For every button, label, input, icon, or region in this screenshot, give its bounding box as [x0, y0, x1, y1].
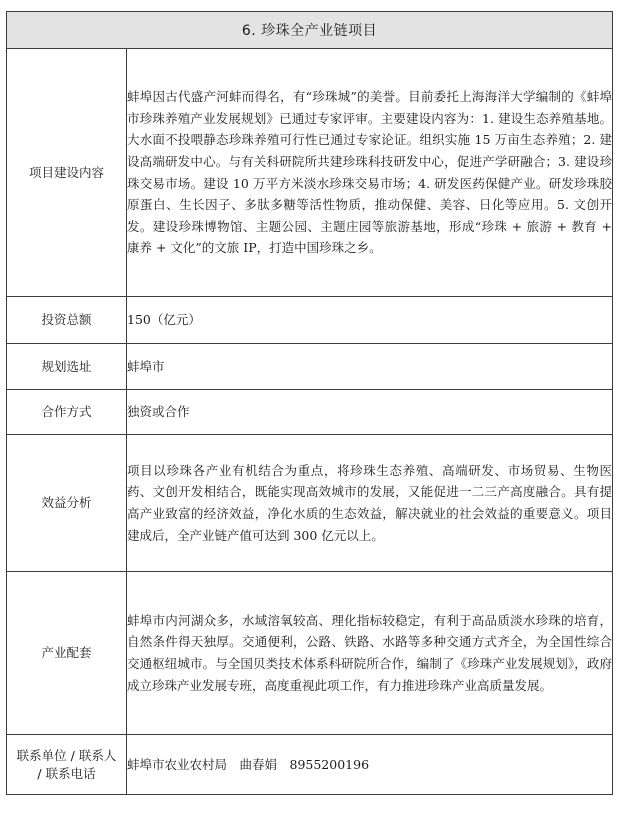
content-label: 项目建设内容 — [7, 49, 127, 297]
table-row-contact — [7, 735, 613, 795]
project-title: 6. 珍珠全产业链项目 — [7, 12, 613, 49]
table-row-site — [7, 344, 613, 390]
table-row-content — [7, 49, 613, 297]
cooperation-label: 合作方式 — [7, 390, 127, 435]
support-label: 产业配套 — [7, 572, 127, 735]
contact-label — [7, 735, 127, 795]
site-value: 蚌埠市 — [127, 344, 613, 390]
contact-value: 蚌埠市农业农村局 曲春娟 8955200196 — [127, 735, 613, 795]
contact-label-line1: 联系单位 / 联系人 — [16, 747, 117, 763]
benefit-value: 项目以珍珠各产业有机结合为重点，将珍珠生态养殖、高端研发、市场贸易、生物医药、文创开发相结合，既能实现高效城市的发展，又能促进一二三产高度融合。具有提高产业致富的经济效益，净化水质的生态效益，解决就业的社会效益的重要意义。项目建成后，全产业链产值可达到 300 亿元以上。 — [127, 435, 613, 572]
investment-value: 150（亿元） — [127, 297, 613, 344]
contact-label-line2: / 联系电话 — [37, 765, 96, 781]
content-value: 蚌埠因古代盛产河蚌而得名，有“珍珠城”的美誉。目前委托上海海洋大学编制的《蚌埠市珍珠养殖产业发展规划》已通过专家评审。主要建设内容为：1. 建设生态养殖基地。大水面不投喂静态珍珠养殖可行性已通过专家论证。组织实施 15 万亩生态养殖；2. 建设高端研发中心。与有关科研院所共建珍珠科技研发中心，促进产学研融合；3. 建设珍珠交易市场。建设 10 万平方米淡水珍珠交易市场；4. 研发医药保健产业。研发珍珠胶原蛋白、生长因子、多肽多糖等活性物质，推动保健、美容、日化等应用。5. 文创开发。建设珍珠博物馆、主题公园、主题庄园等旅游基地，形成“珍珠 + 旅游 + 教育 + 康养 + 文化”的文旅 IP，打造中国珍珠之乡。 — [127, 49, 613, 297]
table-row-benefit — [7, 435, 613, 572]
benefit-label: 效益分析 — [7, 435, 127, 572]
table-row-support — [7, 572, 613, 735]
title-row — [7, 12, 613, 49]
cooperation-value: 独资或合作 — [127, 390, 613, 435]
site-label: 规划选址 — [7, 344, 127, 390]
investment-label: 投资总额 — [7, 297, 127, 344]
table-row-cooperation — [7, 390, 613, 435]
support-value: 蚌埠市内河湖众多，水域溶氧较高、理化指标较稳定，有利于高品质淡水珍珠的培育，自然条件得天独厚。交通便利，公路、铁路、水路等多种交通方式齐全，为全国性综合交通枢纽城市。与全国贝类技术体系科研院所合作，编制了《珍珠产业发展规划》，政府成立珍珠产业发展专班，高度重视此项工作，有力推进珍珠产业高质量发展。 — [127, 572, 613, 735]
project-table — [6, 11, 613, 795]
table-row-investment — [7, 297, 613, 344]
